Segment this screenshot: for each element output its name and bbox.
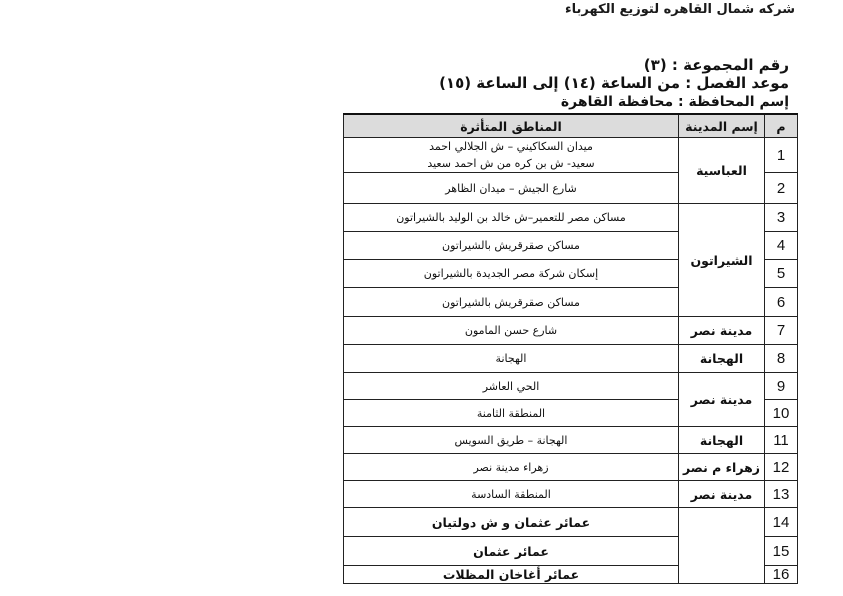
area-cell: مساكن صقرقريش بالشيراتون (344, 288, 679, 317)
row-number: 14 (765, 508, 798, 537)
row-number: 10 (765, 400, 798, 427)
city-cell: مدينة نصر (679, 481, 765, 508)
company-name: شركه شمال القاهره لتوزيع الكهرباء (565, 2, 795, 17)
city-cell: الهجانة (679, 427, 765, 454)
area-cell: مساكن صقرقريش بالشيراتون (344, 232, 679, 260)
table-row (344, 427, 798, 454)
row-number: 11 (765, 427, 798, 454)
city-cell: مدينة نصر (679, 317, 765, 345)
city-cell (679, 508, 765, 584)
row-number: 9 (765, 373, 798, 400)
row-number: 2 (765, 173, 798, 204)
table-row (344, 138, 798, 173)
area-line: ميدان السكاكيني – ش الجلالي احمد (429, 140, 593, 153)
row-number: 5 (765, 260, 798, 288)
city-cell: الهجانة (679, 345, 765, 373)
area-cell: الهجانة (344, 345, 679, 373)
area-cell: زهراء مدينة نصر (344, 454, 679, 481)
row-number: 16 (765, 566, 798, 584)
table-row (344, 508, 798, 537)
row-number: 15 (765, 537, 798, 566)
table-row (344, 204, 798, 232)
area-cell: المنطقة الثامنة (344, 400, 679, 427)
area-cell: الحي العاشر (344, 373, 679, 400)
governorate-name: إسم المحافظة : محافظة القاهرة (560, 94, 789, 110)
header-city: إسم المدينة (679, 114, 765, 138)
row-number: 8 (765, 345, 798, 373)
table-row (344, 345, 798, 373)
table-header-row (344, 114, 798, 138)
row-number: 3 (765, 204, 798, 232)
area-cell: عمائر عثمان (344, 537, 679, 566)
affected-areas-table (343, 113, 798, 584)
row-number: 13 (765, 481, 798, 508)
area-cell: عمائر عثمان و ش دولتيان (344, 508, 679, 537)
area-cell: الهجانة – طريق السويس (344, 427, 679, 454)
area-cell: عمائر أغاخان المظلات (344, 566, 679, 584)
area-cell (344, 138, 679, 173)
table-row (344, 481, 798, 508)
group-number: رقم المجموعة : (٣) (643, 56, 789, 74)
city-cell: مدينة نصر (679, 373, 765, 427)
city-cell: العباسية (679, 138, 765, 204)
area-cell: شارع الجيش – ميدان الظاهر (344, 173, 679, 204)
area-cell: شارع حسن المامون (344, 317, 679, 345)
city-cell: زهراء م نصر (679, 454, 765, 481)
area-cell: مساكن مصر للتعمير–ش خالد بن الوليد بالشيراتون (344, 204, 679, 232)
row-number: 4 (765, 232, 798, 260)
cutoff-schedule: موعد الفصل : من الساعة (١٤) إلى الساعة (١٥) (439, 74, 789, 92)
row-number: 12 (765, 454, 798, 481)
area-cell: المنطقة السادسة (344, 481, 679, 508)
table-row (344, 454, 798, 481)
header-num: م (765, 114, 798, 138)
row-number: 1 (765, 138, 798, 173)
row-number: 7 (765, 317, 798, 345)
row-number: 6 (765, 288, 798, 317)
table-row (344, 373, 798, 400)
area-line: سعيد- ش بن كره من ش احمد سعيد (427, 157, 595, 170)
city-cell: الشيراتون (679, 204, 765, 317)
table-row (344, 317, 798, 345)
header-areas: المناطق المتأثرة (344, 114, 679, 138)
area-cell: إسكان شركة مصر الجديدة بالشيراتون (344, 260, 679, 288)
